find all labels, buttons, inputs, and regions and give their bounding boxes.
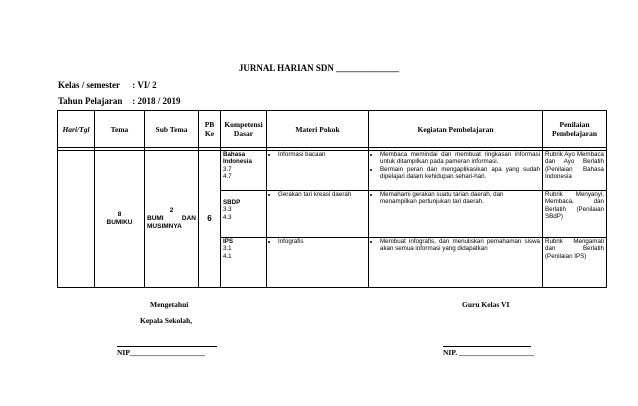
kd-subject: IPS [223,238,233,245]
header-kompetensi-dasar: Kompetensi Dasar [221,111,267,148]
kd-code: 3.7 [223,165,232,173]
journal-table [57,110,607,288]
sub-tema-line [147,215,196,223]
sub-tema-cell [145,151,199,288]
kd-subject: SBDP [223,199,241,206]
header-sub-tema: Sub Tema [145,111,199,148]
header-kegiatan-pembelajaran: Kegiatan Pembelajaran [369,111,543,148]
materi-item: • Infografis [278,238,366,245]
tema-cell [95,151,145,288]
penilaian-cell: Rubrik Mengamati dan Berlatih (Penilaian IPS) [543,238,607,288]
materi-cell [267,191,369,238]
tahun-pelajaran-value: : 2018 / 2019 [132,96,181,106]
materi-cell [267,238,369,288]
hari-tgl-cell [58,151,95,288]
kegiatan-item: • Membuat infografis, dan menuliskan pemahaman siswa akan semua informasi yang didapatkan [380,238,540,253]
kegiatan-item: • Memahami gerakan suatu tarian daerah, dan menampilkan pertunjukan tari daerah. [380,191,540,206]
kegiatan-cell [369,238,543,288]
kegiatan-cell [369,191,543,238]
header-row [58,111,607,148]
materi-cell [267,151,369,191]
kd-cell [221,151,267,191]
kegiatan-cell [369,151,543,191]
header-hari-tgl: Hari/Tgl [58,111,95,148]
document-title: JURNAL HARIAN SDN ______________ [238,63,400,73]
left-signature-line [117,346,217,347]
penilaian-cell: Rubrik Menyanyi, Membaca, dan Berlatih (Penilaian SBdP) [543,191,607,238]
materi-item: • Informasi bacaan [278,151,366,158]
kd-cell [221,238,267,288]
header-tema: Tema [95,111,145,148]
table-row [58,151,607,191]
right-nip: NIP. ____________________ [443,348,534,357]
kelas-semester-line [58,80,157,90]
materi-item: • Gerakan tari kreasi daerah [278,191,366,198]
mengetahui-label: Mengetahui [150,300,189,309]
header-materi-pokok: Materi Pokok [267,111,369,148]
sub-tema-word: MUSIMNYA [147,223,182,230]
tahun-pelajaran-label: Tahun Pelajaran [58,96,123,106]
kd-subject: Bahasa Indonesia [223,151,252,166]
tema-number: 8 [117,211,122,218]
kd-code: 3.3 [223,206,232,214]
header-pb-ke: PB Ke [199,111,221,148]
sub-tema-number: 2 [169,207,174,214]
kd-cell [221,191,267,238]
penilaian-cell: Rubrik Ayo Membaca dan Ayo Berlatih (Penilaian Bahasa Indonesia [543,151,607,191]
pb-cell: 6 [199,151,221,288]
kepala-sekolah-label: Kepala Sekolah, [140,316,193,325]
guru-kelas-label: Guru Kelas VI [462,300,510,309]
kegiatan-item: • Membaca memindai dan membuat ringkasan informasi untuk ditampilkan pada pameran informasi. [380,151,540,166]
right-signature-line [443,346,531,347]
kd-code: 4.1 [223,252,232,260]
kd-code: 4.7 [223,173,232,181]
header-penilaian-pembelajaran: Penilaian Pembelajaran [543,111,607,148]
kd-code: 3.1 [223,245,232,253]
tahun-pelajaran-line [58,96,181,106]
kelas-semester-value: : VI/ 2 [132,80,157,90]
sub-tema-word: DAN [181,215,196,222]
sub-tema-word: BUMI [147,215,164,222]
kd-code: 4.3 [223,213,232,221]
kelas-semester-label: Kelas / semester [58,80,120,90]
left-nip: NIP____________________ [117,348,205,357]
tema-name: BUMIKU [106,219,133,226]
kegiatan-item: • Bermain peran dan mengaplikasikan apa yang sudah dipelajari dalam kehidupan sehari-hari. [380,166,540,181]
